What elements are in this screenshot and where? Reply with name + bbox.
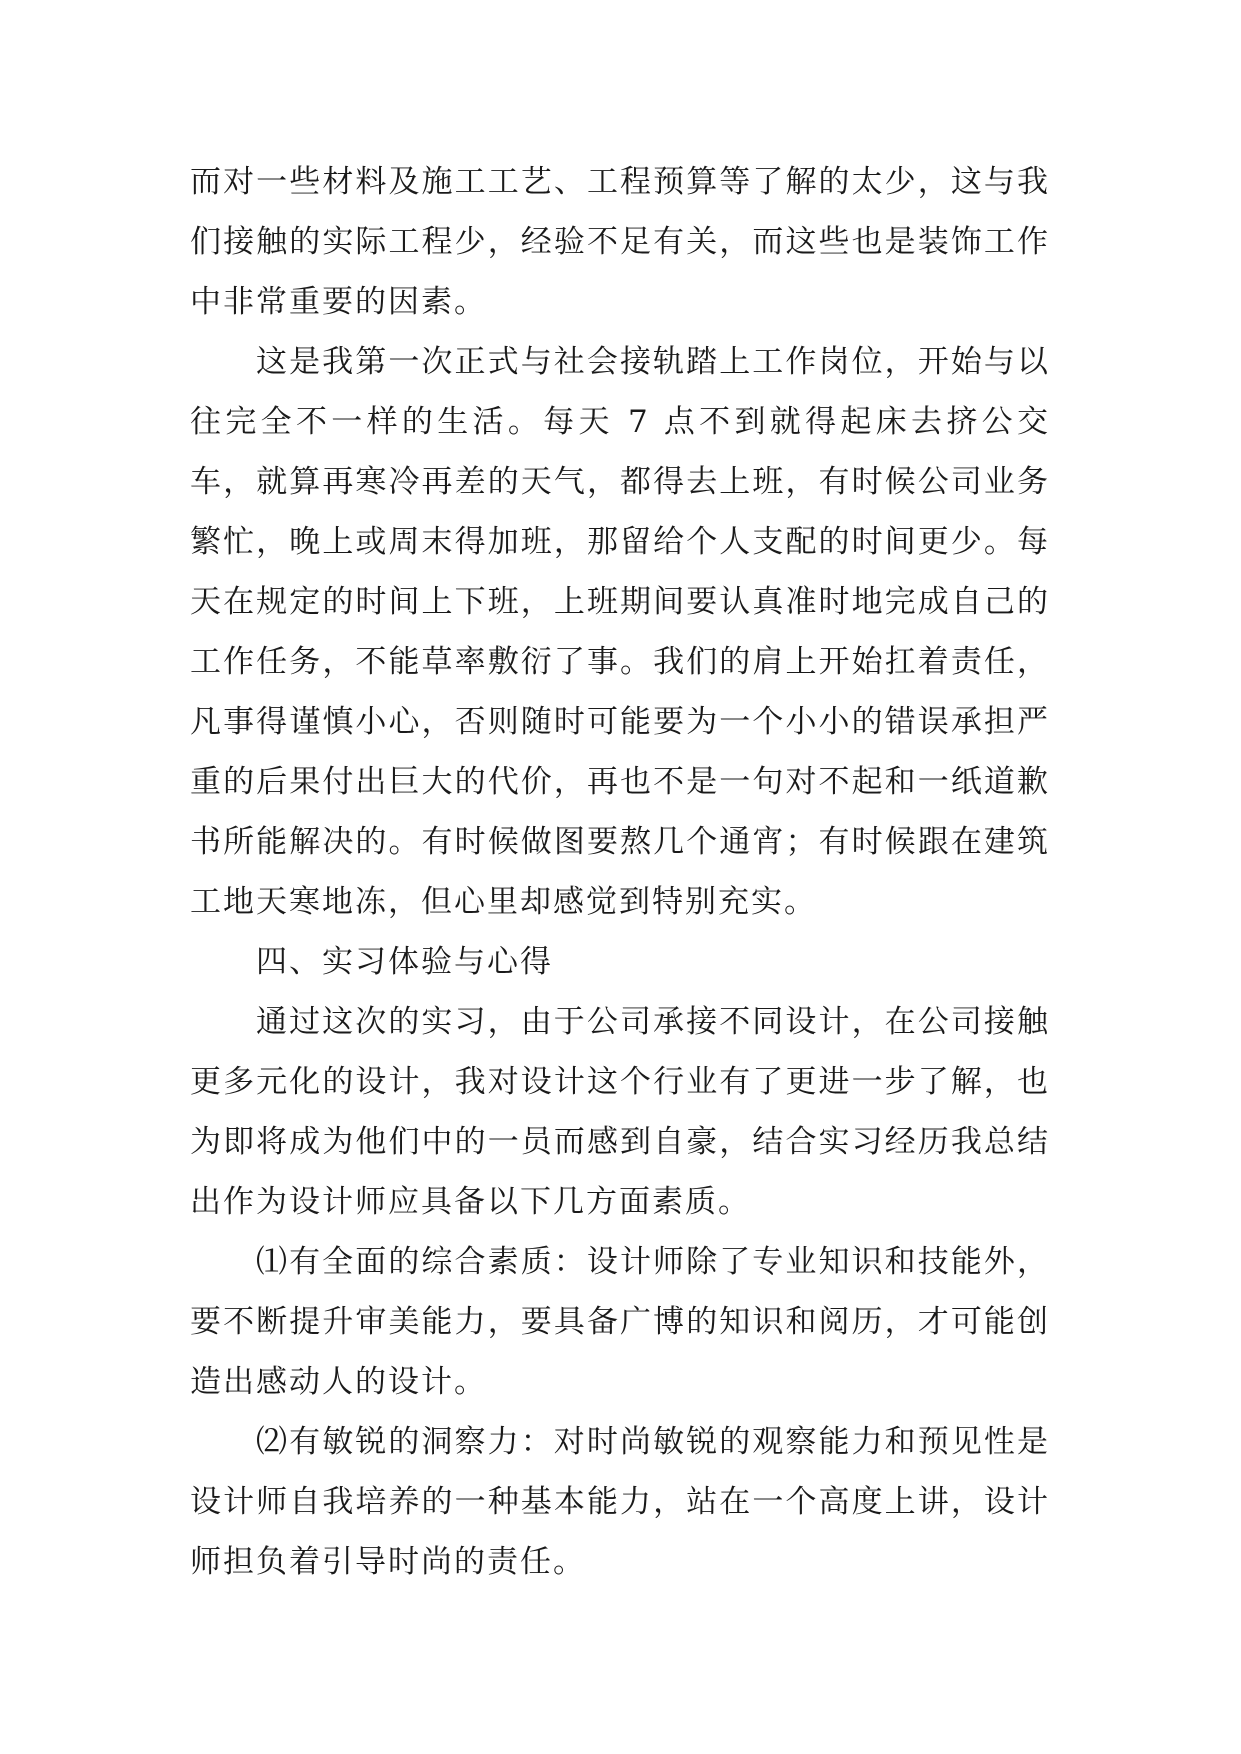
paragraph-quality-1: ⑴有全面的综合素质：设计师除了专业知识和技能外，要不断提升审美能力，要具备广博的知识和阅历，才可能创造出感动人的设计。 xyxy=(190,1244,1050,1400)
paragraph-internship-summary: 通过这次的实习，由于公司承接不同设计，在公司接触更多元化的设计，我对设计这个行业有了更进一步了解，也为即将成为他们中的一员而感到自豪，结合实习经历我总结出作为设计师应具备以下几方面素质。 xyxy=(190,1004,1050,1220)
paragraph-continuation: 而对一些材料及施工工艺、工程预算等了解的太少，这与我们接触的实际工程少，经验不足有关，而这些也是装饰工作中非常重要的因素。 xyxy=(190,164,1050,320)
section-heading: 四、实习体验与心得 xyxy=(256,944,553,980)
document-body xyxy=(190,152,1050,1592)
paragraph-quality-2: ⑵有敏锐的洞察力：对时尚敏锐的观察能力和预见性是设计师自我培养的一种基本能力，站在一个高度上讲，设计师担负着引导时尚的责任。 xyxy=(190,1424,1050,1580)
paragraph-first-job: 这是我第一次正式与社会接轨踏上工作岗位，开始与以往完全不一样的生活。每天 7 点不到就得起床去挤公交车，就算再寒冷再差的天气，都得去上班，有时候公司业务繁忙，晚上或周末得加班，那留给个人支配的时间更少。每天在规定的时间上下班，上班期间要认真准时地完成自己的工作任务，不能草率敷衍了事。我们的肩上开始扛着责任，凡事得谨慎小心，否则随时可能要为一个小小的错误承担严重的后果付出巨大的代价，再也不是一句对不起和一纸道歉书所能解决的。有时候做图要熬几个通宵；有时候跟在建筑工地天寒地冻，但心里却感觉到特别充实。 xyxy=(190,344,1050,920)
